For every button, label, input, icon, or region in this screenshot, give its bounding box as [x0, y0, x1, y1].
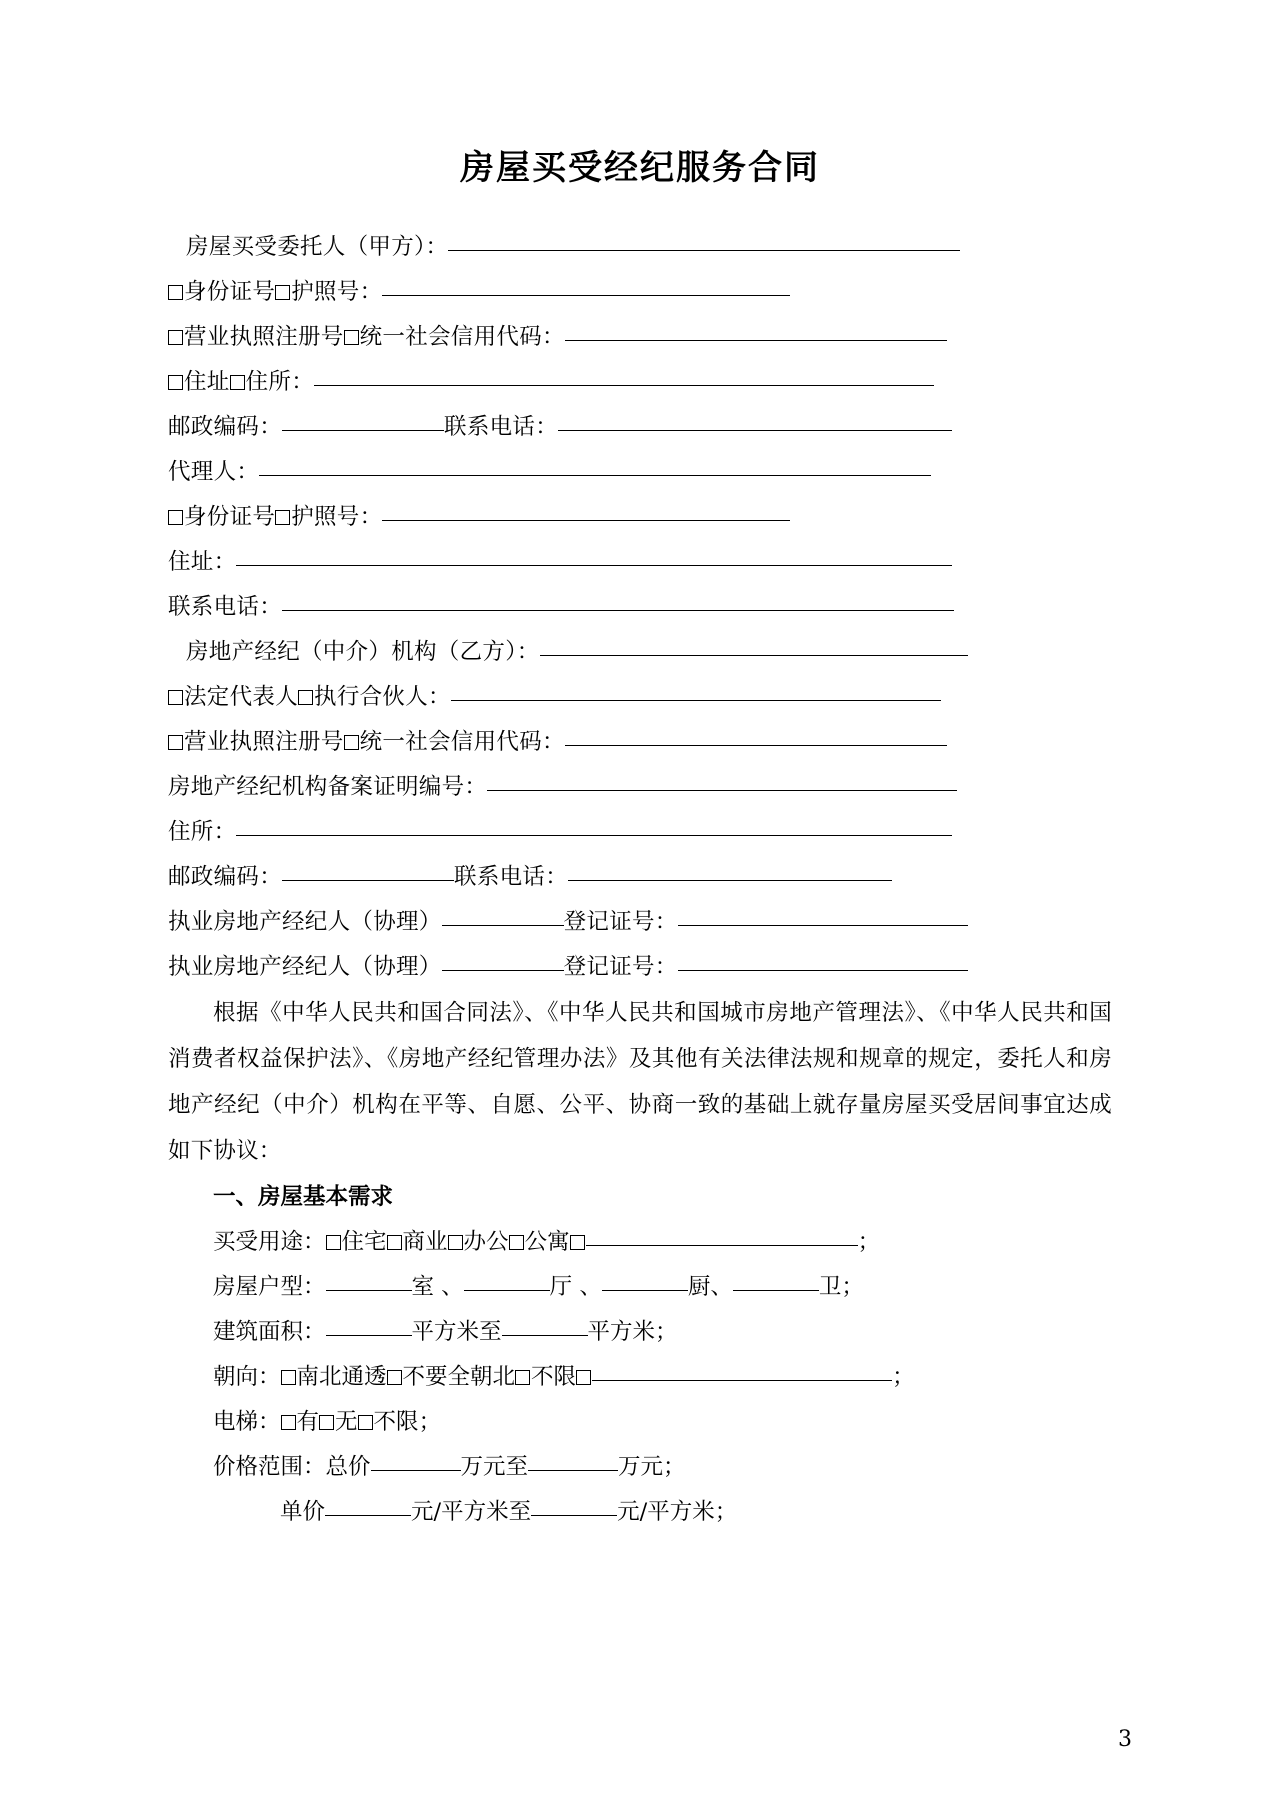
- blank-broker-1-name[interactable]: [442, 905, 564, 926]
- option-office: 办公: [463, 1229, 509, 1255]
- checkbox-icon-business-license[interactable]: [168, 330, 183, 345]
- field-row-purpose: [168, 1220, 1112, 1265]
- label-filing-cert: 房地产经纪机构备案证明编号：: [168, 774, 488, 800]
- field-row-a-agent: [168, 450, 1112, 495]
- label-b-business-license: 营业执照注册号: [184, 729, 344, 755]
- unit-rooms: 室 、: [411, 1274, 464, 1300]
- option-elevator-yes: 有: [296, 1409, 320, 1435]
- label-b-phone: 联系电话：: [454, 864, 569, 890]
- blank-b-phone[interactable]: [568, 860, 892, 881]
- checkbox-icon-apartment[interactable]: [509, 1235, 524, 1250]
- label-broker-2: 执业房地产经纪人（协理）: [168, 954, 442, 980]
- section-one-heading: 一、房屋基本需求: [213, 1184, 394, 1210]
- field-row-buyer-principal: [168, 225, 1112, 270]
- label-b-credit-code: 统一社会信用代码：: [359, 729, 565, 755]
- blank-total-price-min[interactable]: [371, 1450, 461, 1471]
- checkbox-icon-orientation-unlimited[interactable]: [515, 1370, 530, 1385]
- checkbox-icon-orientation-other[interactable]: [576, 1370, 591, 1385]
- orientation-trailing: ；: [892, 1364, 915, 1390]
- field-row-a-license: [168, 315, 1112, 360]
- blank-broker-2-name[interactable]: [442, 950, 564, 971]
- unit-area-min: 平方米至: [411, 1319, 502, 1345]
- label-price-range: 价格范围：: [213, 1454, 326, 1480]
- blank-b-postal-code[interactable]: [282, 860, 454, 881]
- blank-area-max[interactable]: [502, 1315, 588, 1336]
- checkbox-icon-residential[interactable]: [326, 1235, 341, 1250]
- label-orientation: 朝向：: [213, 1364, 281, 1390]
- label-total-price: 总价: [325, 1454, 371, 1480]
- blank-legal-rep[interactable]: [451, 680, 941, 701]
- label-b-domicile: 住所：: [168, 819, 237, 845]
- field-row-broker-2: [168, 945, 1112, 990]
- blank-a-address[interactable]: [314, 365, 934, 386]
- checkbox-icon-b-credit-code[interactable]: [344, 735, 359, 750]
- field-row-layout: [168, 1265, 1112, 1310]
- blank-a-id[interactable]: [382, 275, 790, 296]
- field-row-a-postal-phone: [168, 405, 1112, 450]
- option-commercial: 商业: [402, 1229, 448, 1255]
- label-a-agent: 代理人：: [168, 459, 260, 485]
- option-apartment: 公寓: [524, 1229, 570, 1255]
- elevator-trailing: ；: [418, 1409, 442, 1435]
- blank-kitchens[interactable]: [602, 1270, 688, 1291]
- checkbox-icon-purpose-other[interactable]: [570, 1235, 585, 1250]
- unit-unit-price-max: 元/平方米；: [617, 1499, 738, 1525]
- label-managing-partner: 执行合伙人：: [314, 684, 451, 710]
- checkbox-icon-orientation-through[interactable]: [281, 1370, 296, 1385]
- label-broker-1-reg: 登记证号：: [563, 909, 678, 935]
- party-a-block: [168, 225, 1112, 630]
- label-a-domicile: 住所：: [245, 369, 315, 395]
- blank-unit-price-min[interactable]: [325, 1495, 411, 1516]
- field-row-agent-id: [168, 495, 1112, 540]
- blank-orientation-other[interactable]: [592, 1360, 892, 1381]
- blank-agent-id[interactable]: [382, 500, 790, 521]
- blank-a-agent[interactable]: [259, 455, 931, 476]
- checkbox-icon-id-number[interactable]: [168, 285, 183, 300]
- unit-total-price-min: 万元至: [460, 1454, 529, 1480]
- label-agent-id-number: 身份证号: [184, 504, 276, 530]
- label-broker-2-reg: 登记证号：: [563, 954, 678, 980]
- page-number: 3: [1118, 1727, 1132, 1752]
- blank-broker-1-reg[interactable]: [678, 905, 968, 926]
- label-unit-price: 单价: [280, 1499, 326, 1525]
- option-residential: 住宅: [341, 1229, 387, 1255]
- checkbox-icon-elevator-no[interactable]: [319, 1415, 334, 1430]
- label-agency: 房地产经纪（中介）机构（乙方）：: [186, 639, 540, 665]
- unit-area-max: 平方米；: [587, 1319, 678, 1345]
- checkbox-icon-passport-number[interactable]: [275, 285, 290, 300]
- blank-b-domicile[interactable]: [236, 815, 952, 836]
- checkbox-icon-legal-representative[interactable]: [168, 690, 183, 705]
- checkbox-icon-elevator-unlimited[interactable]: [358, 1415, 373, 1430]
- field-row-broker-1: [168, 900, 1112, 945]
- option-elevator-no: 无: [335, 1409, 358, 1435]
- label-buyer-principal: 房屋买受委托人（甲方）：: [186, 234, 449, 260]
- unit-total-price-max: 万元；: [618, 1454, 686, 1480]
- field-row-agency: [168, 630, 1112, 675]
- blank-filing-cert[interactable]: [487, 770, 957, 791]
- blank-total-price-max[interactable]: [528, 1450, 618, 1471]
- checkbox-icon-credit-code[interactable]: [344, 330, 359, 345]
- option-orientation-through: 南北通透: [296, 1364, 387, 1390]
- blank-b-license[interactable]: [565, 725, 947, 746]
- checkbox-icon-orientation-not-north[interactable]: [387, 1370, 402, 1385]
- blank-purpose-other[interactable]: [586, 1225, 858, 1246]
- label-a-id-number: 身份证号: [184, 279, 276, 305]
- field-row-b-license: [168, 720, 1112, 765]
- label-agent-phone: 联系电话：: [168, 594, 283, 620]
- option-orientation-not-north: 不要全朝北: [402, 1364, 516, 1390]
- label-legal-representative: 法定代表人: [184, 684, 299, 710]
- checkbox-icon-domicile[interactable]: [230, 375, 245, 390]
- checkbox-icon-b-business-license[interactable]: [168, 735, 183, 750]
- blank-agent-address[interactable]: [236, 545, 952, 566]
- field-row-legal-rep: [168, 675, 1112, 720]
- field-row-a-address: [168, 360, 1112, 405]
- label-a-business-license: 营业执照注册号: [184, 324, 344, 350]
- checkbox-icon-office[interactable]: [448, 1235, 463, 1250]
- checkbox-icon-agent-id-number[interactable]: [168, 510, 183, 525]
- blank-area-min[interactable]: [326, 1315, 412, 1336]
- purpose-trailing: ；: [857, 1229, 881, 1255]
- blank-rooms[interactable]: [326, 1270, 412, 1291]
- option-elevator-unlimited: 不限: [373, 1409, 419, 1435]
- label-a-credit-code: 统一社会信用代码：: [359, 324, 565, 350]
- blank-baths[interactable]: [733, 1270, 819, 1291]
- label-b-postal-code: 邮政编码：: [168, 864, 283, 890]
- blank-agent-phone[interactable]: [282, 590, 954, 611]
- field-row-elevator: [168, 1400, 1112, 1445]
- blank-agency[interactable]: [540, 635, 968, 656]
- page-title: 房屋买受经纪服务合同: [460, 148, 820, 188]
- field-row-agent-address: [168, 540, 1112, 585]
- preamble-paragraph: [168, 990, 1112, 1174]
- blank-a-phone[interactable]: [558, 410, 952, 431]
- label-elevator: 电梯：: [213, 1409, 281, 1435]
- label-agent-address: 住址：: [168, 549, 237, 575]
- field-row-price-unit: [168, 1490, 1112, 1535]
- preamble-text: 根据《中华人民共和国合同法》、《中华人民共和国城市房地产管理法》、《中华人民共和国消费者权益保护法》、《房地产经纪管理办法》及其他有关法律法规和规章的规定，委托人和房地产经纪（中介）机构在平等、自愿、公平、协商一致的基础上就存量房屋买受居间事宜达成如下协议：: [168, 1000, 1112, 1164]
- checkbox-icon-address[interactable]: [168, 375, 183, 390]
- blank-broker-2-reg[interactable]: [678, 950, 968, 971]
- label-purpose: 买受用途：: [213, 1229, 326, 1255]
- label-agent-passport-number: 护照号：: [291, 504, 383, 530]
- checkbox-icon-managing-partner[interactable]: [298, 690, 313, 705]
- label-a-postal-code: 邮政编码：: [168, 414, 283, 440]
- label-area: 建筑面积：: [213, 1319, 326, 1345]
- field-row-b-postal-phone: [168, 855, 1112, 900]
- field-row-orientation: [168, 1355, 1112, 1400]
- document-body: [0, 189, 1280, 1535]
- label-a-phone: 联系电话：: [444, 414, 559, 440]
- field-row-area: [168, 1310, 1112, 1355]
- party-b-block: [168, 630, 1112, 990]
- field-row-a-id: [168, 270, 1112, 315]
- option-orientation-unlimited: 不限: [531, 1364, 577, 1390]
- checkbox-icon-elevator-yes[interactable]: [281, 1415, 296, 1430]
- checkbox-icon-agent-passport-number[interactable]: [275, 510, 290, 525]
- field-row-price-total: [168, 1445, 1112, 1490]
- blank-a-postal-code[interactable]: [282, 410, 444, 431]
- blank-halls[interactable]: [464, 1270, 550, 1291]
- label-layout: 房屋户型：: [213, 1274, 326, 1300]
- blank-unit-price-max[interactable]: [531, 1495, 617, 1516]
- blank-buyer-principal[interactable]: [448, 230, 960, 251]
- unit-baths: 卫；: [818, 1274, 864, 1300]
- checkbox-icon-commercial[interactable]: [387, 1235, 402, 1250]
- label-broker-1: 执业房地产经纪人（协理）: [168, 909, 442, 935]
- unit-unit-price-min: 元/平方米至: [411, 1499, 532, 1525]
- label-a-passport-number: 护照号：: [291, 279, 383, 305]
- field-row-b-domicile: [168, 810, 1112, 855]
- label-a-address: 住址: [184, 369, 230, 395]
- field-row-agent-phone: [168, 585, 1112, 630]
- unit-kitchens: 厨、: [687, 1274, 733, 1300]
- field-row-filing-cert: [168, 765, 1112, 810]
- blank-a-license[interactable]: [565, 320, 947, 341]
- unit-halls: 厅 、: [549, 1274, 602, 1300]
